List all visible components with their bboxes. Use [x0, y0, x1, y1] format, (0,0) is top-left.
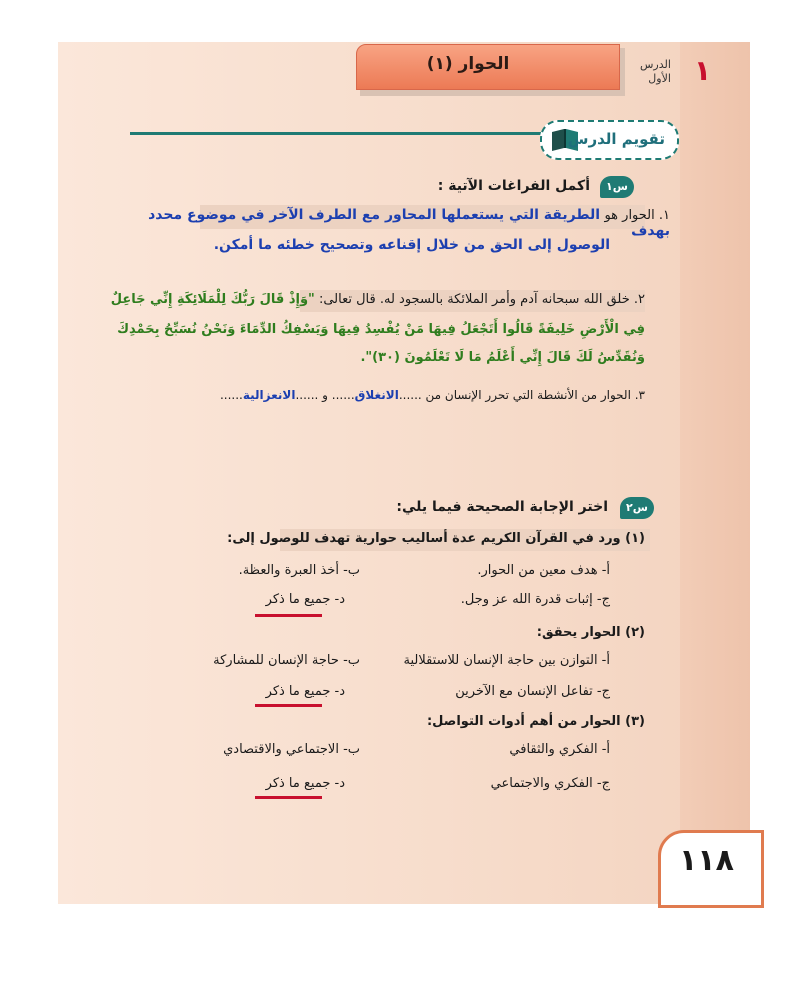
q1-item1-prefix: ١. الحوار هو	[604, 208, 670, 223]
q1-item3-suffix: ......	[219, 388, 243, 402]
group-2-option-c: ج- تفاعل الإنسان مع الآخرين	[455, 684, 610, 699]
lesson-label-line1: الدرس	[640, 58, 671, 71]
q1-item1-answer-line2: الوصول إلى الحق من خلال إقناعه وتصحيح خطئه ما أمكن.	[213, 237, 610, 253]
question-2-title: اختر الإجابة الصحيحة فيما يلي:	[396, 499, 608, 515]
group-2-option-b: ب- حاجة الإنسان للمشاركة	[213, 653, 360, 668]
group-3-option-b: ب- الاجتماعي والاقتصادي	[223, 742, 360, 757]
group-2-question: (٢) الحوار يحقق:	[536, 625, 645, 640]
group-3-option-c: ج- الفكري والاجتماعي	[490, 776, 610, 791]
group-1-answer-underline	[255, 614, 322, 617]
group-1-option-d: د- جميع ما ذكر	[265, 592, 345, 607]
q1-item3-answer1: الانغلاق	[354, 388, 399, 402]
group-1-question: (١) ورد في القرآن الكريم عدة أساليب حوارية تهدف للوصول إلى:	[227, 531, 645, 546]
page-edge-strip	[680, 42, 750, 904]
q1-item2-verse-line2: فِي الْأَرْضِ خَلِيفَةً قَالُوا أَتَجْعَلُ فِيهَا مَنْ يُفْسِدُ فِيهَا وَيَسْفِكُ الدِّمَاءَ وَنَحْنُ نُسَبِّحُ بِحَمْدِكَ	[117, 322, 645, 337]
group-3-option-d: د- جميع ما ذكر	[265, 776, 345, 791]
question-1-title: أكمل الفراغات الآتية :	[437, 178, 590, 194]
group-3-answer-underline	[255, 796, 322, 799]
page-number-box	[658, 830, 764, 908]
q1-item2-line1	[45, 292, 645, 307]
group-1-option-b: ب- أخذ العبرة والعظة.	[238, 563, 360, 578]
evaluation-title: تقويم الدرس	[567, 130, 665, 148]
section-divider	[130, 132, 550, 135]
lesson-title: الحوار (١)	[426, 54, 510, 74]
group-2-answer-underline	[255, 704, 322, 707]
q1-item3-middle: ...... و ......	[295, 388, 355, 402]
lesson-number: ١	[694, 54, 712, 87]
group-1-option-a: أ- هدف معين من الحوار.	[477, 563, 610, 578]
page-background	[58, 42, 750, 904]
header-tab	[356, 44, 620, 90]
page-number: ١١٨	[679, 843, 734, 878]
q1-item1-answer-line1: الطريقة التي يستعملها المحاور مع الطرف الآخر في موضوع محدد بهدف	[148, 207, 670, 239]
q1-item3	[85, 388, 645, 402]
q1-item3-answer2: الانعزالية	[242, 388, 296, 402]
q1-item2-verse-line1: "وَإِذْ قَالَ رَبُّكَ لِلْمَلَائِكَةِ إِنِّي جَاعِلٌ	[110, 292, 315, 307]
q1-item2-verse-line3: وَنُقَدِّسُ لَكَ قَالَ إِنِّي أَعْلَمُ مَا لَا تَعْلَمُونَ (٣٠)".	[360, 350, 645, 365]
q1-item3-prefix: ٣. الحوار من الأنشطة التي تحرر الإنسان من ......	[398, 388, 645, 402]
group-3-question: (٣) الحوار من أهم أدوات التواصل:	[426, 714, 645, 729]
question-1-badge: س١	[600, 176, 634, 198]
q1-item1-line1	[110, 207, 670, 239]
group-2-option-d: د- جميع ما ذكر	[265, 684, 345, 699]
group-3-option-a: أ- الفكري والثقافي	[509, 742, 610, 757]
evaluation-heading	[540, 120, 679, 160]
lesson-label-line2: الأول	[648, 72, 671, 85]
lesson-label	[640, 58, 671, 86]
q1-item2-prefix: ٢. خلق الله سبحانه آدم وأمر الملائكة بالسجود له. قال تعالى:	[318, 292, 645, 307]
group-1-option-c: ج- إثبات قدرة الله عز وجل.	[460, 592, 610, 607]
question-2-badge: س٢	[620, 497, 654, 519]
group-2-option-a: أ- التوازن بين حاجة الإنسان للاستقلالية	[403, 653, 610, 668]
